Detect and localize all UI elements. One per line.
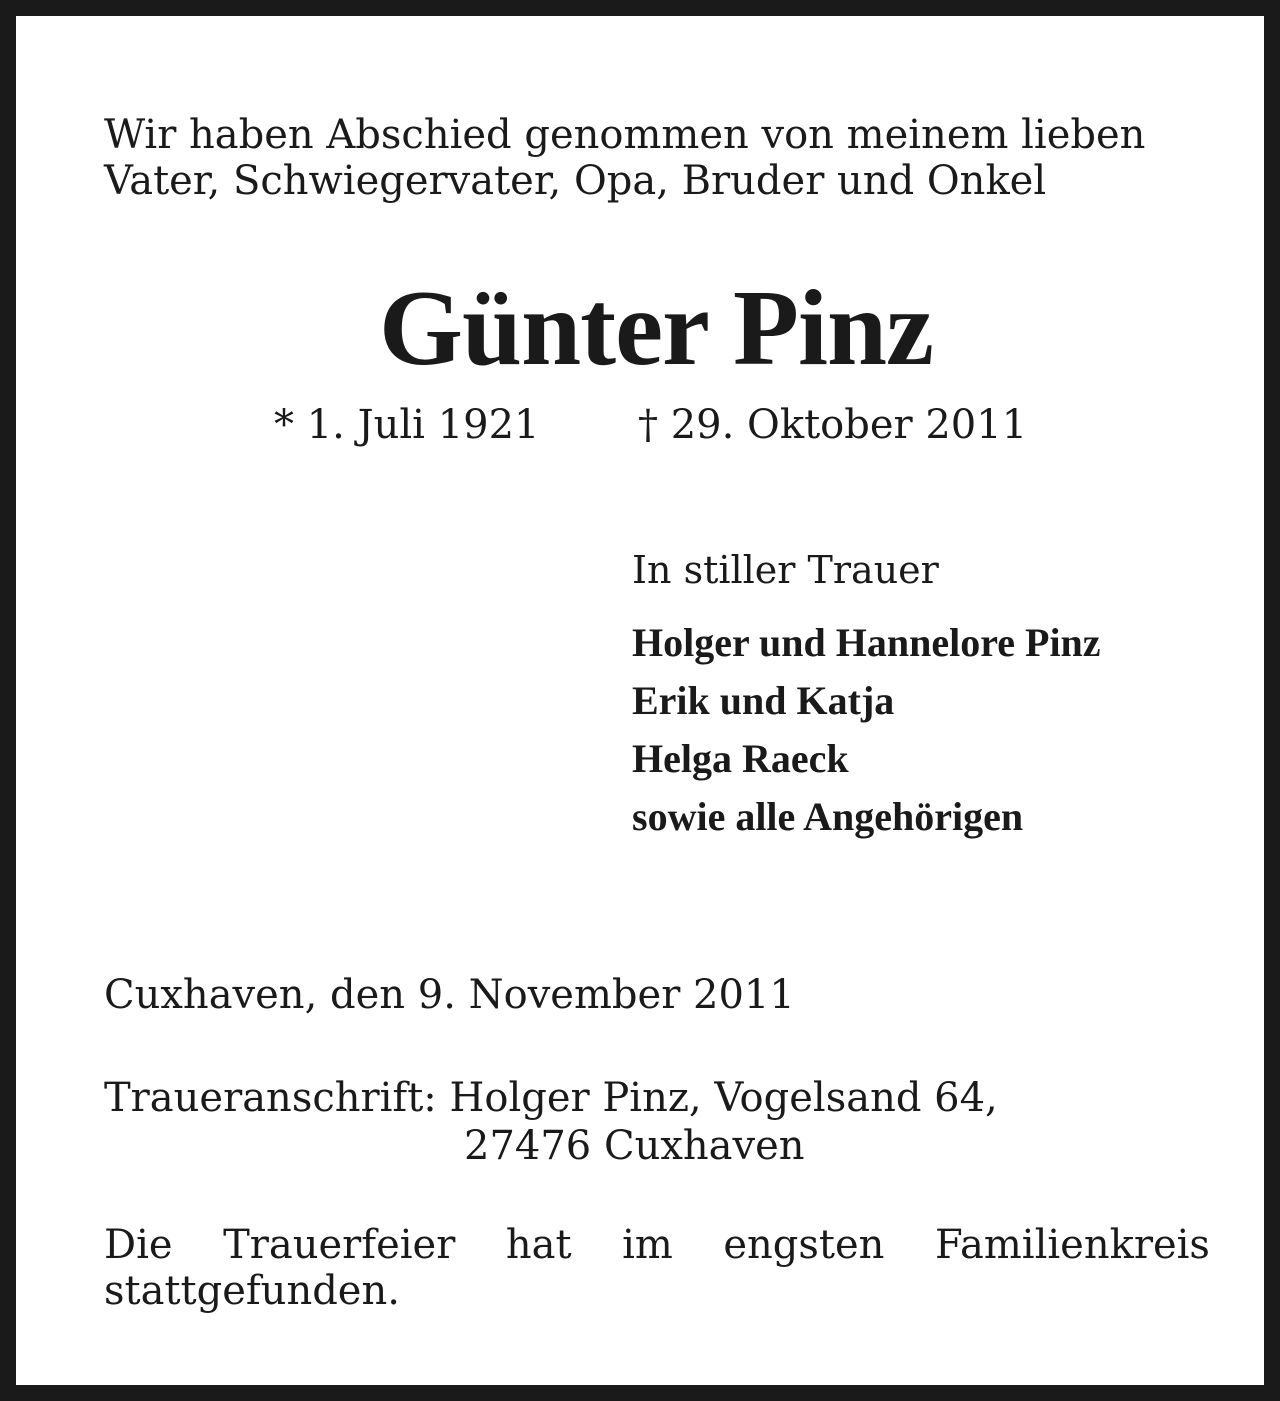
closing-word: engsten — [723, 1222, 885, 1268]
closing-word: im — [622, 1222, 673, 1268]
intro-line-1: Wir haben Abschied genommen von meinem lieben — [104, 112, 1146, 158]
mourner-item: sowie alle Angehörigen — [632, 794, 1024, 839]
closing-line-1 — [104, 1222, 1210, 1268]
closing-word: Trauerfeier — [223, 1222, 456, 1268]
mourning-address — [104, 1074, 998, 1170]
place-and-date: Cuxhaven, den 9. November 2011 — [104, 972, 795, 1018]
address-line-1: Traueranschrift: Holger Pinz, Vogelsand 64, — [104, 1075, 998, 1121]
mourner-item: Helga Raeck — [632, 736, 849, 781]
mourner-item: Erik und Katja — [632, 678, 895, 723]
mourners-intro: In stiller Trauer — [632, 548, 939, 592]
address-line-2: 27476 Cuxhaven — [464, 1123, 805, 1169]
mourner-item: Holger und Hannelore Pinz — [632, 620, 1101, 665]
closing-word: hat — [505, 1222, 572, 1268]
closing-word: Familienkreis — [934, 1222, 1210, 1268]
deceased-name: Günter Pinz — [379, 269, 933, 388]
death-date: † 29. Oktober 2011 — [638, 402, 1028, 448]
closing-word: Die — [104, 1222, 173, 1268]
closing-line-2: stattgefunden. — [104, 1268, 400, 1314]
intro-text — [104, 112, 1210, 204]
birth-date: * 1. Juli 1921 — [274, 402, 540, 448]
mourner-list — [632, 614, 1232, 846]
closing-text — [104, 1222, 1210, 1314]
mourners-block — [632, 548, 1232, 846]
intro-line-2: Vater, Schwiegervater, Opa, Bruder und Onkel — [104, 158, 1047, 204]
